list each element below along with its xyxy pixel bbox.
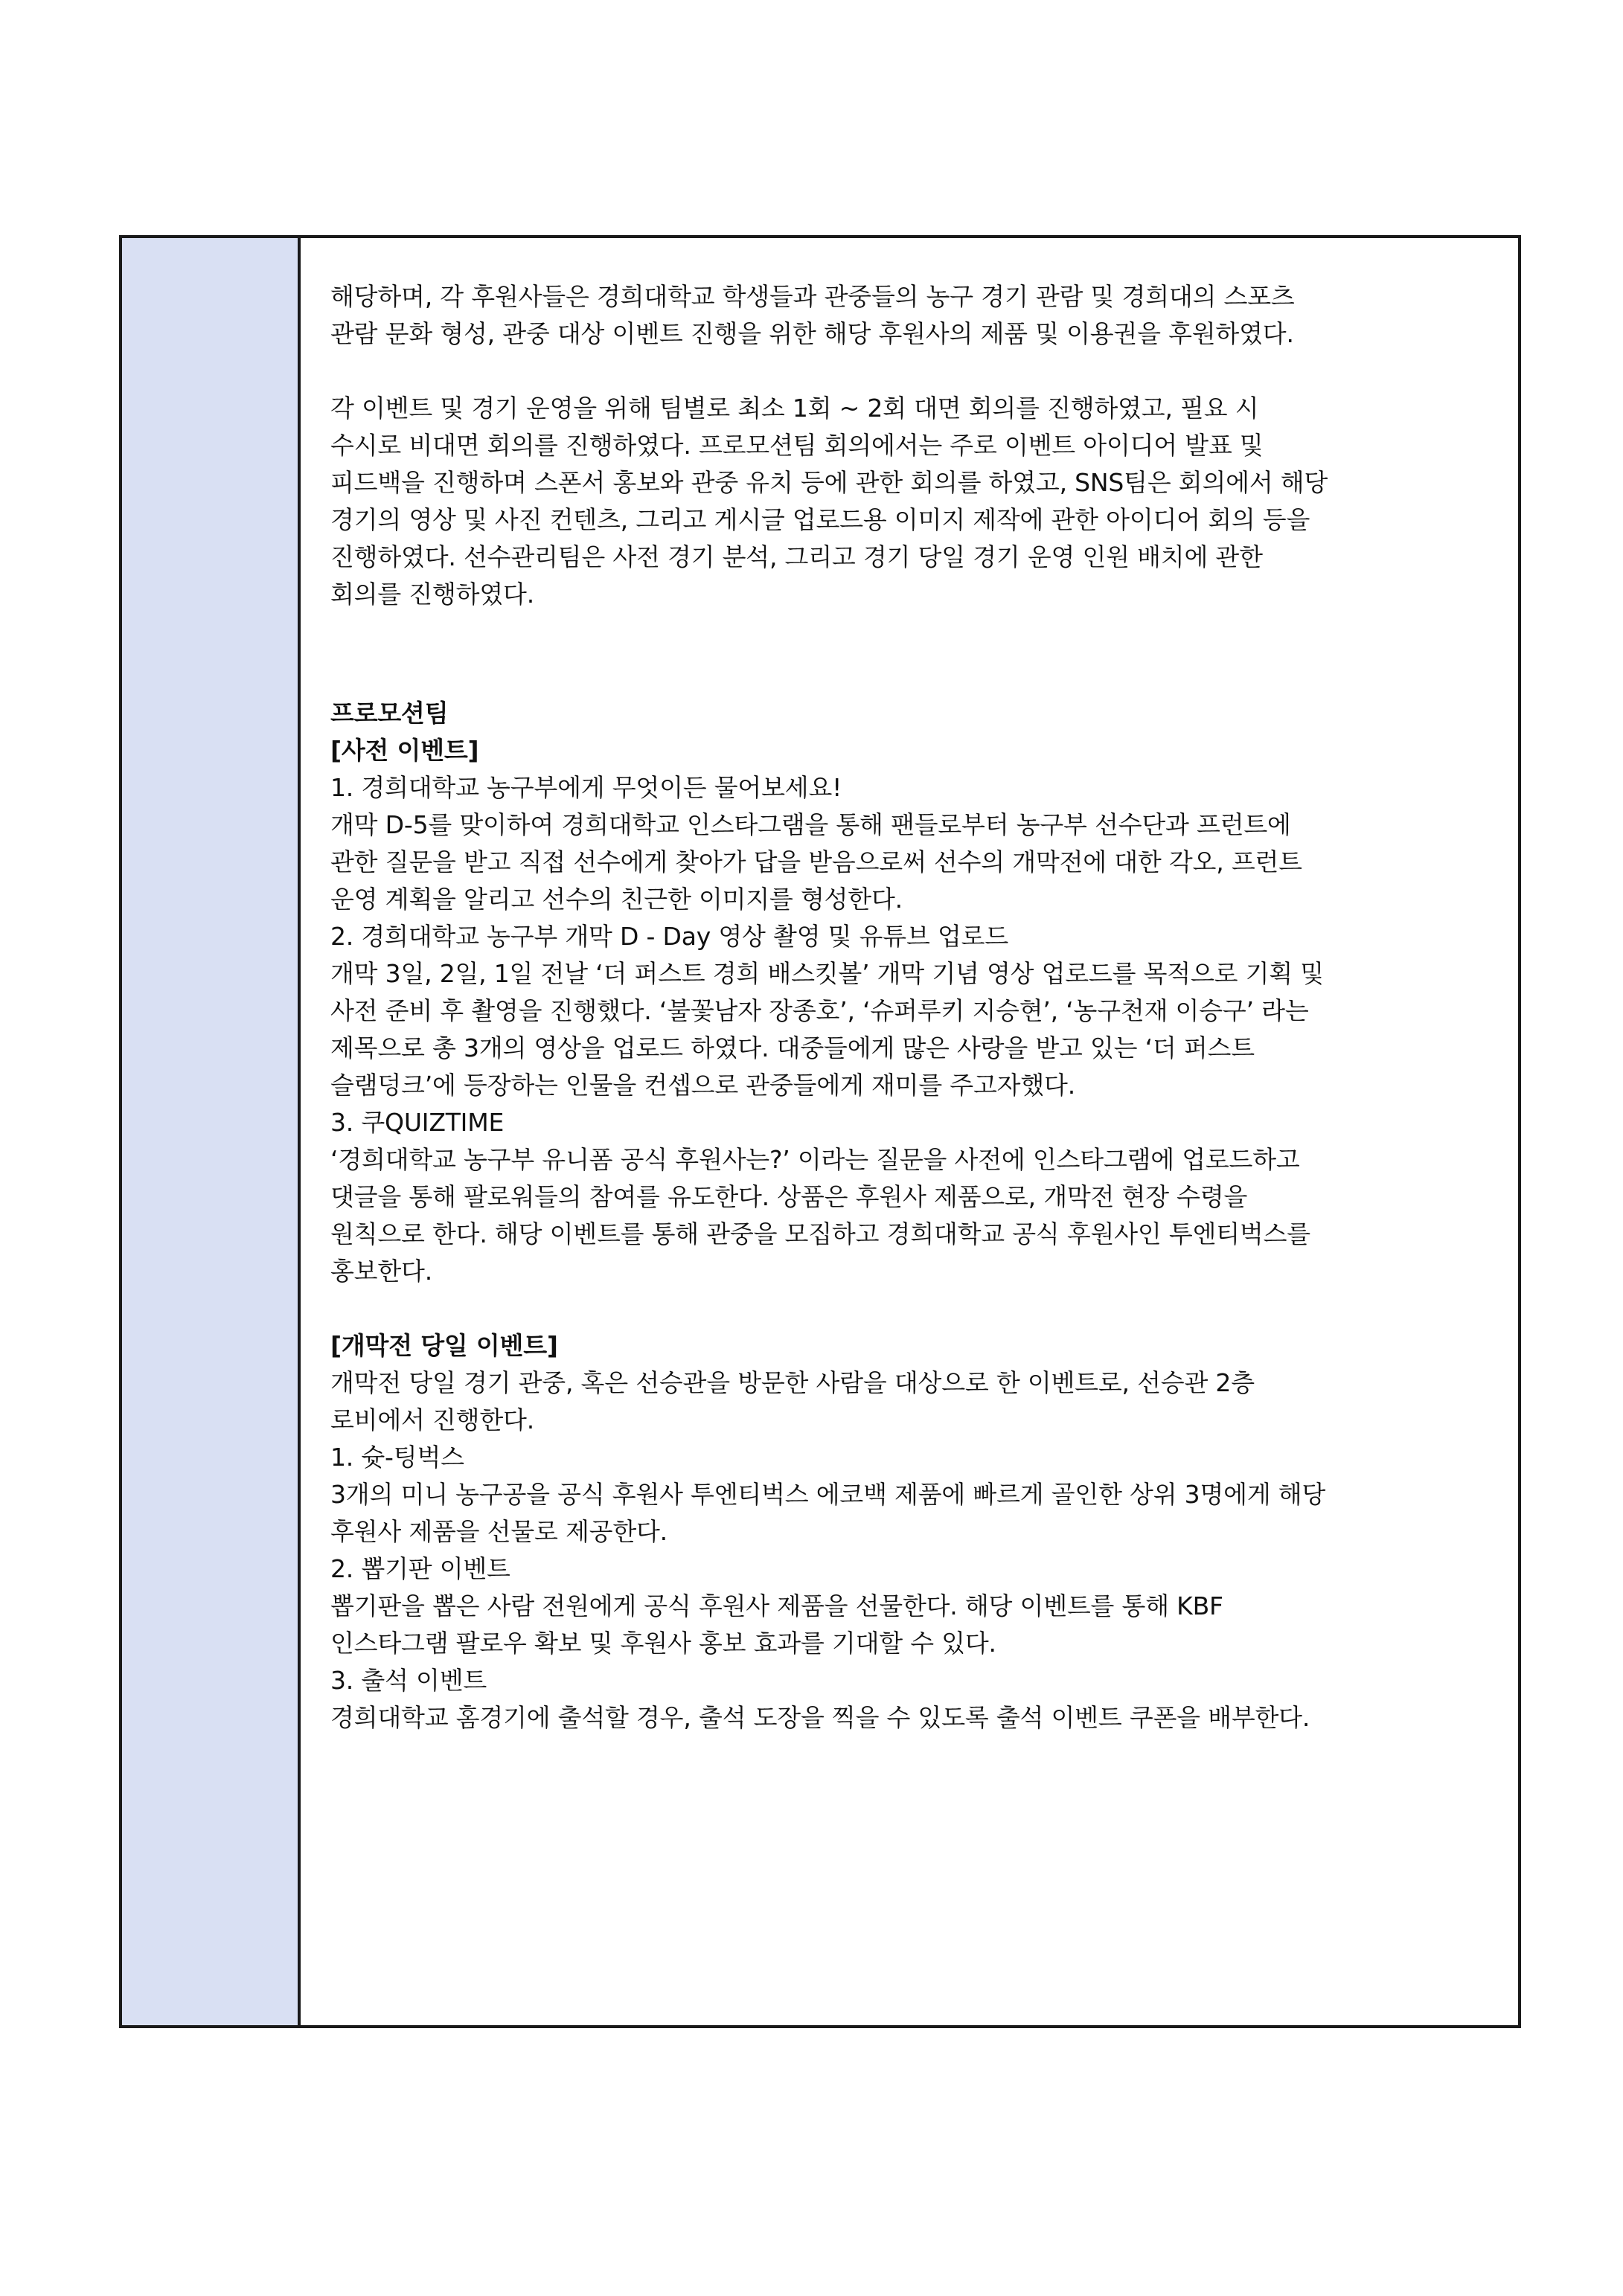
pre-event-line: ‘경희대학교 농구부 유니폼 공식 후원사는?’ 이라는 질문을 사전에 인스타그램에 업로드하고 bbox=[330, 1145, 1300, 1174]
pre-event-line: 홍보한다. bbox=[330, 1257, 433, 1286]
day-event-line: 3. 출석 이벤트 bbox=[330, 1666, 487, 1695]
meeting-line: 피드백을 진행하며 스폰서 홍보와 관중 유치 등에 관한 회의를 하였고, SNS팀은 회의에서 해당 bbox=[330, 468, 1328, 497]
pre-event-line: 슬램덩크’에 등장하는 인물을 컨셉으로 관중들에게 재미를 주고자했다. bbox=[330, 1071, 1075, 1100]
intro-line: 관람 문화 형성, 관중 대상 이벤트 진행을 위한 해당 후원사의 제품 및 이용권을 후원하였다. bbox=[330, 319, 1294, 348]
team-title: 프로모션팀 bbox=[330, 699, 449, 728]
day-event-heading: [개막전 당일 이벤트] bbox=[330, 1331, 558, 1360]
meeting-line: 수시로 비대면 회의를 진행하였다. 프로모션팀 회의에서는 주로 이벤트 아이디어 발표 및 bbox=[330, 431, 1264, 460]
pre-event-line: 운영 계획을 알리고 선수의 친근한 이미지를 형성한다. bbox=[330, 885, 903, 914]
meeting-line: 각 이벤트 및 경기 운영을 위해 팀별로 최소 1회 ~ 2회 대면 회의를 진행하였고, 필요 시 bbox=[330, 394, 1259, 423]
day-event-line: 3개의 미니 농구공을 공식 후원사 투엔티벅스 에코백 제품에 빠르게 골인한 상위 3명에게 해당 bbox=[330, 1480, 1326, 1509]
day-event-line: 뽑기판을 뽑은 사람 전원에게 공식 후원사 제품을 선물한다. 해당 이벤트를 통해 KBF bbox=[330, 1591, 1223, 1620]
paragraph-spacer bbox=[330, 353, 1518, 390]
meeting-line: 진행하였다. 선수관리팀은 사전 경기 분석, 그리고 경기 당일 경기 운영 인원 배치에 관한 bbox=[330, 542, 1263, 571]
content-table bbox=[119, 235, 1521, 2028]
pre-event-line: 제목으로 총 3개의 영상을 업로드 하였다. 대중들에게 많은 사랑을 받고 있는 ‘더 퍼스트 bbox=[330, 1033, 1255, 1062]
meeting-line: 회의를 진행하였다. bbox=[330, 580, 535, 609]
day-event-line: 로비에서 진행한다. bbox=[330, 1405, 535, 1434]
pre-event-line: 댓글을 통해 팔로워들의 참여를 유도한다. 상품은 후원사 제품으로, 개막전 현장 수령을 bbox=[330, 1182, 1248, 1211]
paragraph-spacer bbox=[330, 1290, 1518, 1327]
pre-event-line: 원칙으로 한다. 해당 이벤트를 통해 관중을 모집하고 경희대학교 공식 후원사인 투엔티벅스를 bbox=[330, 1219, 1310, 1248]
section-spacer bbox=[330, 613, 1518, 695]
day-event-line: 인스타그램 팔로우 확보 및 후원사 홍보 효과를 기대할 수 있다. bbox=[330, 1629, 996, 1658]
pre-event-line: 2. 경희대학교 농구부 개막 D - Day 영상 촬영 및 유튜브 업로드 bbox=[330, 922, 1008, 951]
day-event-line: 1. 슛-팅벅스 bbox=[330, 1443, 464, 1472]
pre-event-line: 3. 쿠QUIZTIME bbox=[330, 1108, 505, 1137]
pre-event-line: 개막 D-5를 맞이하여 경희대학교 인스타그램을 통해 팬들로부터 농구부 선수단과 프런트에 bbox=[330, 810, 1291, 839]
day-event-line: 개막전 당일 경기 관중, 혹은 선승관을 방문한 사람을 대상으로 한 이벤트로, 선승관 2층 bbox=[330, 1368, 1255, 1397]
pre-event-line: 관한 질문을 받고 직접 선수에게 찾아가 답을 받음으로써 선수의 개막전에 대한 각오, 프런트 bbox=[330, 847, 1302, 876]
table-content-cell bbox=[301, 238, 1518, 2025]
meeting-line: 경기의 영상 및 사진 컨텐츠, 그리고 게시글 업로드용 이미지 제작에 관한 아이디어 회의 등을 bbox=[330, 505, 1310, 534]
day-event-line: 2. 뽑기판 이벤트 bbox=[330, 1554, 510, 1583]
pre-event-line: 개막 3일, 2일, 1일 전날 ‘더 퍼스트 경희 배스킷볼’ 개막 기념 영상 업로드를 목적으로 기획 및 bbox=[330, 959, 1324, 988]
pre-event-line: 사전 준비 후 촬영을 진행했다. ‘불꽃남자 장종호’, ‘슈퍼루키 지승현’, ‘농구천재 이승구’ 라는 bbox=[330, 996, 1309, 1025]
day-event-line: 경희대학교 홈경기에 출석할 경우, 출석 도장을 찍을 수 있도록 출석 이벤트 쿠폰을 배부한다. bbox=[330, 1703, 1310, 1732]
pre-event-heading: [사전 이벤트] bbox=[330, 736, 479, 765]
day-event-line: 후원사 제품을 선물로 제공한다. bbox=[330, 1517, 668, 1546]
pre-event-line: 1. 경희대학교 농구부에게 무엇이든 물어보세요! bbox=[330, 773, 842, 802]
intro-line: 해당하며, 각 후원사들은 경희대학교 학생들과 관중들의 농구 경기 관람 및 경희대의 스포츠 bbox=[330, 282, 1295, 311]
table-label-cell bbox=[122, 238, 301, 2025]
